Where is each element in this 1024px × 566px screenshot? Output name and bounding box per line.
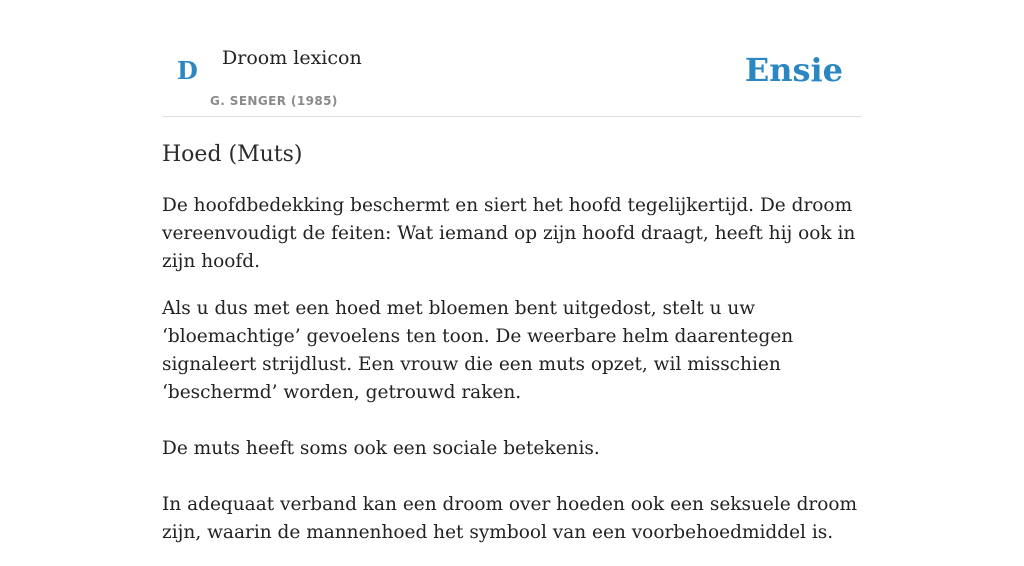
entry-body	[162, 192, 862, 566]
entry-paragraph: De muts heeft soms ook een sociale betekenis.	[162, 438, 600, 459]
source-header	[162, 0, 862, 117]
entry-paragraph: Als u dus met een hoed met bloemen bent uitgedost, stelt u uw ‘bloemachtige’ gevoelens ten toon. De weerbare helm daarentegen signaleert strijdlust. Een vrouw die een muts opzet, wil misschien ‘beschermd’ worden, getrouwd raken.	[162, 298, 794, 403]
book-letter-badge: D	[177, 56, 198, 85]
page	[162, 0, 862, 543]
ensie-logo-link[interactable]: Ensie	[744, 51, 843, 89]
book-author: G. SENGER (1985)	[210, 94, 338, 108]
entry-title: Hoed (Muts)	[162, 142, 303, 167]
entry-paragraph: De hoofdbedekking beschermt en siert het hoofd tegelijkertijd. De droom vereenvoudigt de feiten: Wat iemand op zijn hoofd draagt, heeft hij ook in zijn hoofd.	[162, 195, 856, 272]
book-title-link[interactable]: Droom lexicon	[222, 47, 362, 69]
entry-paragraph: In adequaat verband kan een droom over hoeden ook een seksuele droom zijn, waarin de mannenhoed het symbool van een voorbehoedmiddel is.	[162, 494, 858, 543]
